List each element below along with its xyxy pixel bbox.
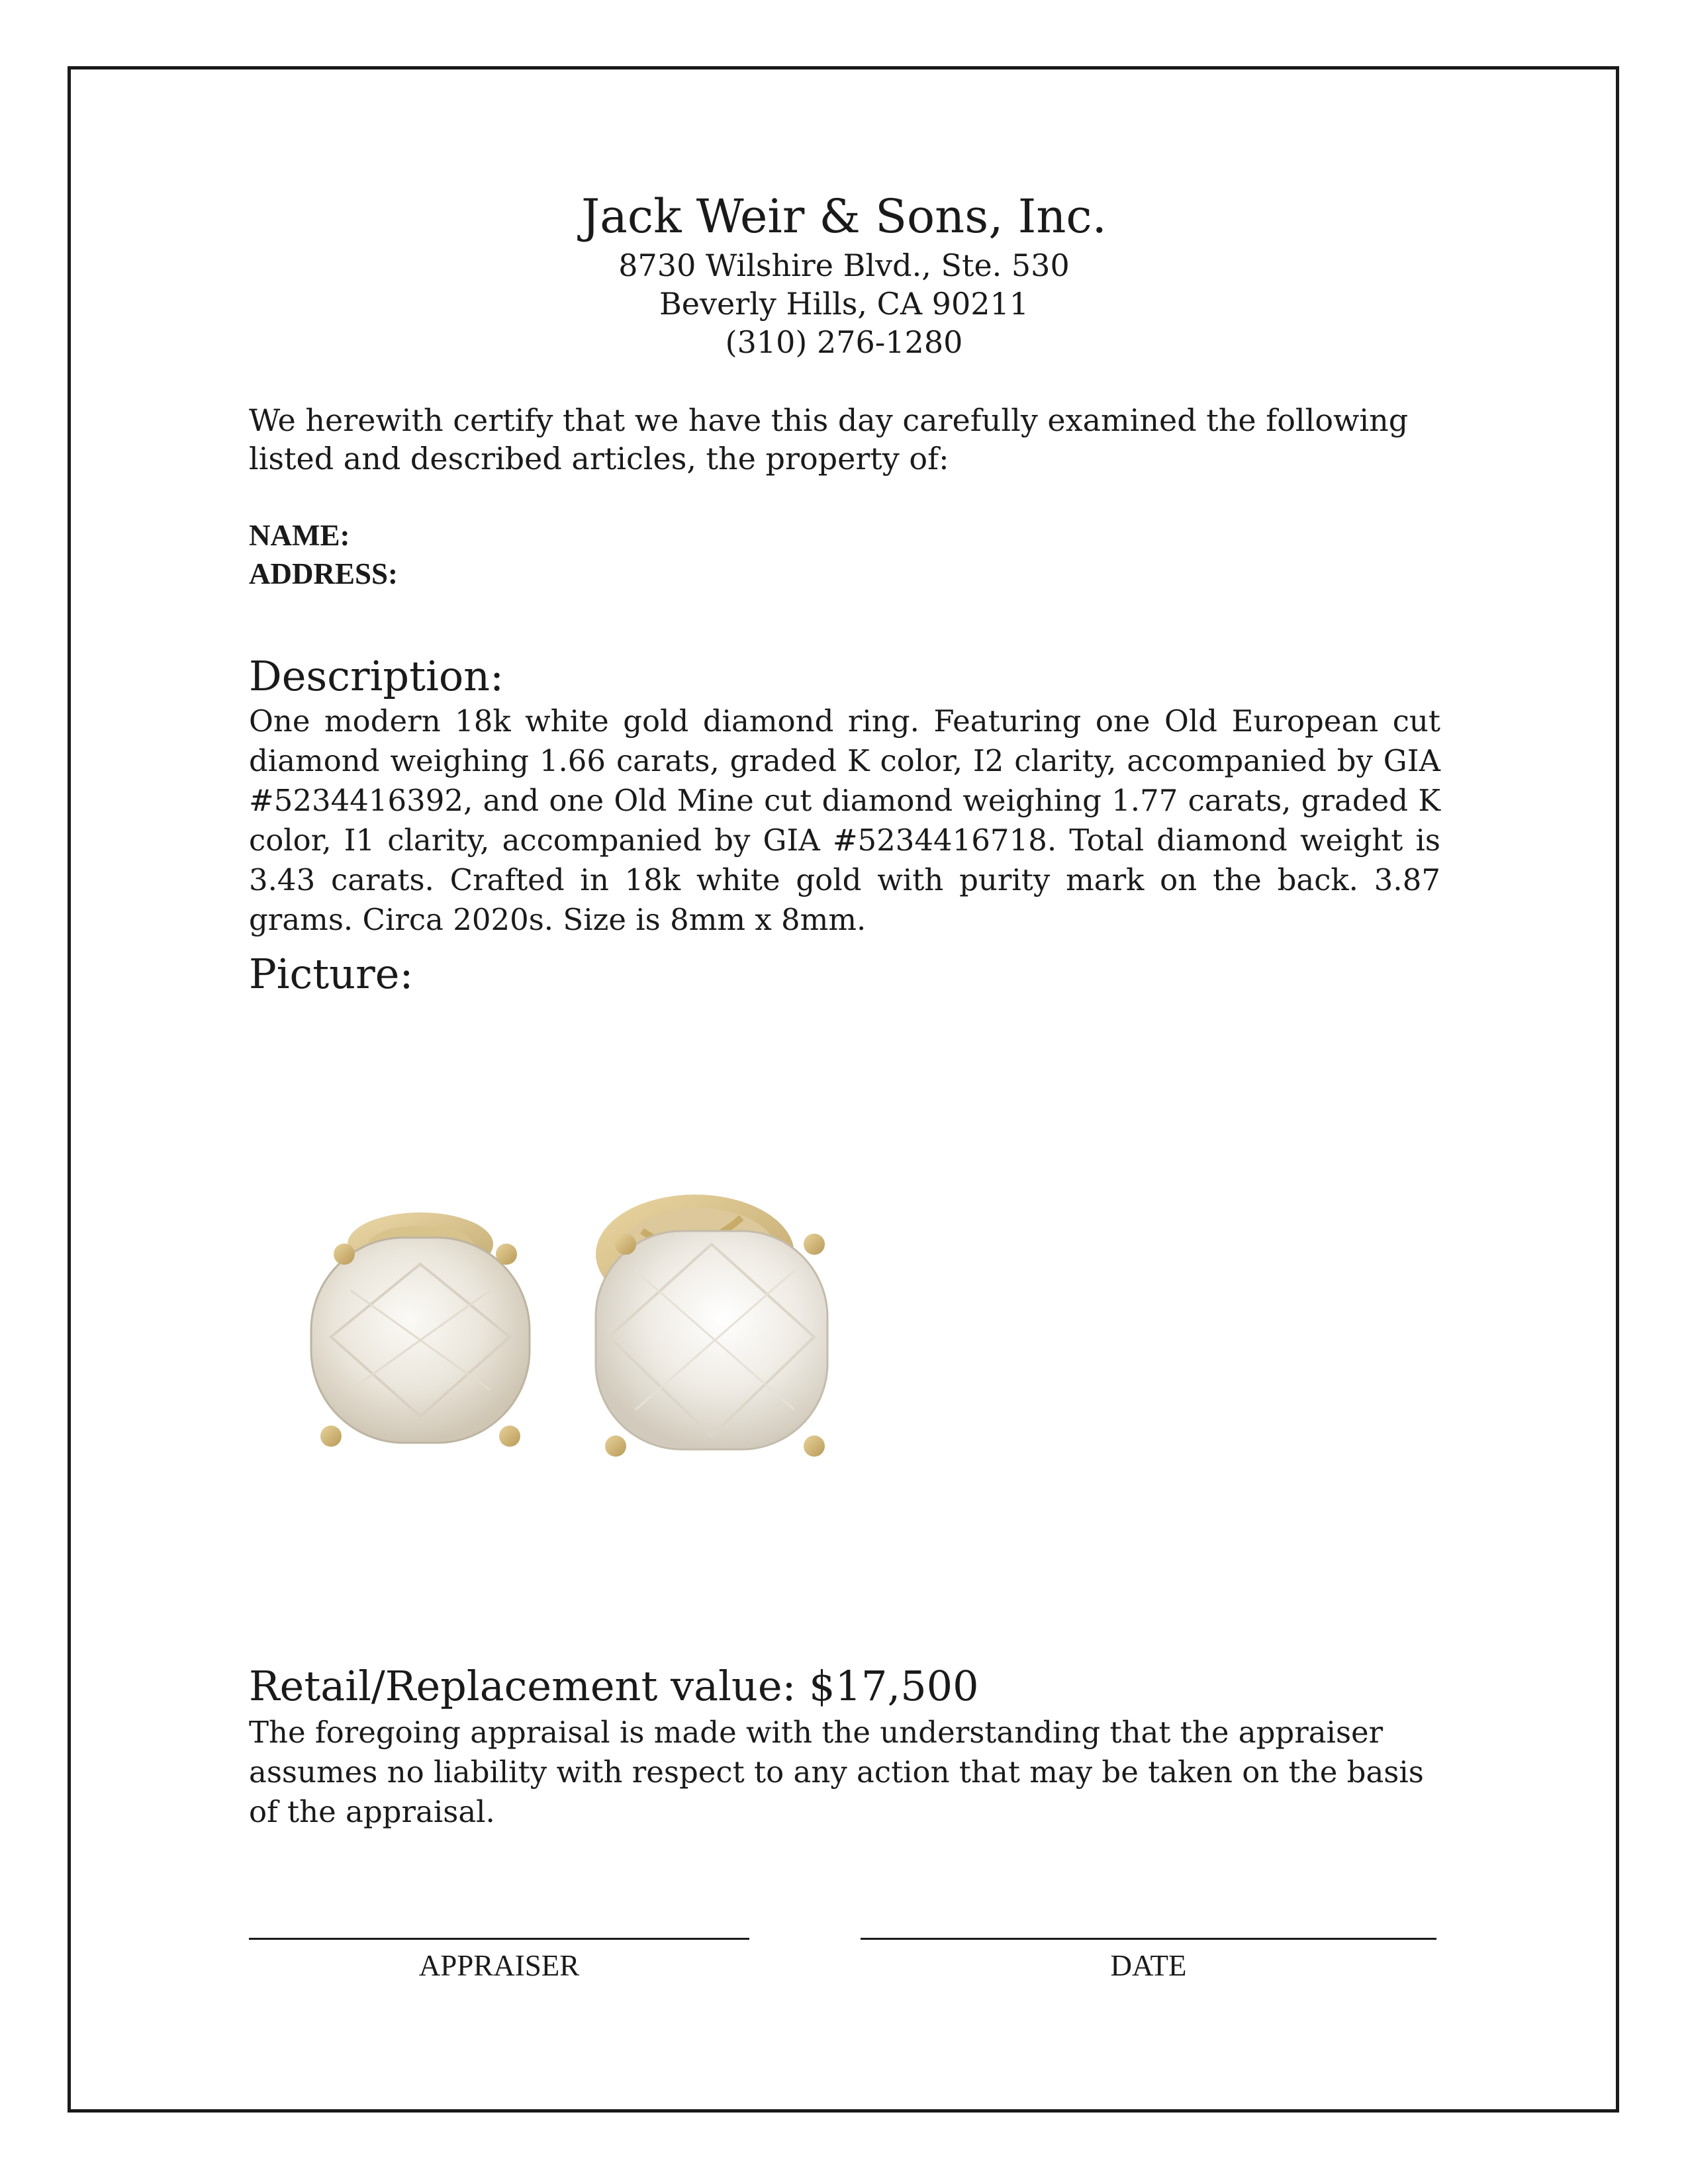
phone-number: (310) 276-1280 xyxy=(725,324,963,360)
certification-statement: We herewith certify that we have this day carefully examined the following listed and described articles, the property of: xyxy=(249,402,1409,477)
name-label: NAME: xyxy=(249,519,350,552)
date-label: DATE xyxy=(1110,1949,1187,1982)
appraiser-signature-line xyxy=(249,1938,749,1940)
retail-value-amount: $17,500 xyxy=(809,1662,979,1710)
picture-heading: Picture: xyxy=(249,950,414,998)
appraiser-label: APPRAISER xyxy=(418,1949,580,1982)
description-text: One modern 18k white gold diamond ring. Featuring one Old European cut diamond weighing 1.66 carats, graded K color, I2 clarity, accompanied by GIA #5234416392, and one Old Mine cut diamond weighing 1.77 carats, graded K color, I1 clarity, accompanied by GIA #5234416718. Total diamond weight is 3.43 carats. Crafted in 18k white gold with purity mark on the back. 3.87 grams. Circa 2020s. Size is 8mm x 8mm. xyxy=(249,704,1440,937)
retail-value xyxy=(249,1660,979,1713)
address-line-2: Beverly Hills, CA 90211 xyxy=(659,286,1029,322)
retail-value-label: Retail/Replacement value: xyxy=(249,1662,796,1710)
left-earring xyxy=(311,1212,530,1447)
address-line-1: 8730 Wilshire Blvd., Ste. 530 xyxy=(618,248,1070,283)
date-signature-line xyxy=(861,1938,1436,1940)
earrings-photo xyxy=(291,1191,861,1469)
company-name: Jack Weir & Sons, Inc. xyxy=(581,189,1107,244)
address-label: ADDRESS: xyxy=(249,557,399,590)
right-earring xyxy=(596,1195,827,1457)
appraisal-disclaimer: The foregoing appraisal is made with the understanding that the appraiser assumes no liability with respect to any action that may be taken on the basis of the appraisal. xyxy=(249,1715,1424,1829)
description-heading: Description: xyxy=(249,652,504,700)
